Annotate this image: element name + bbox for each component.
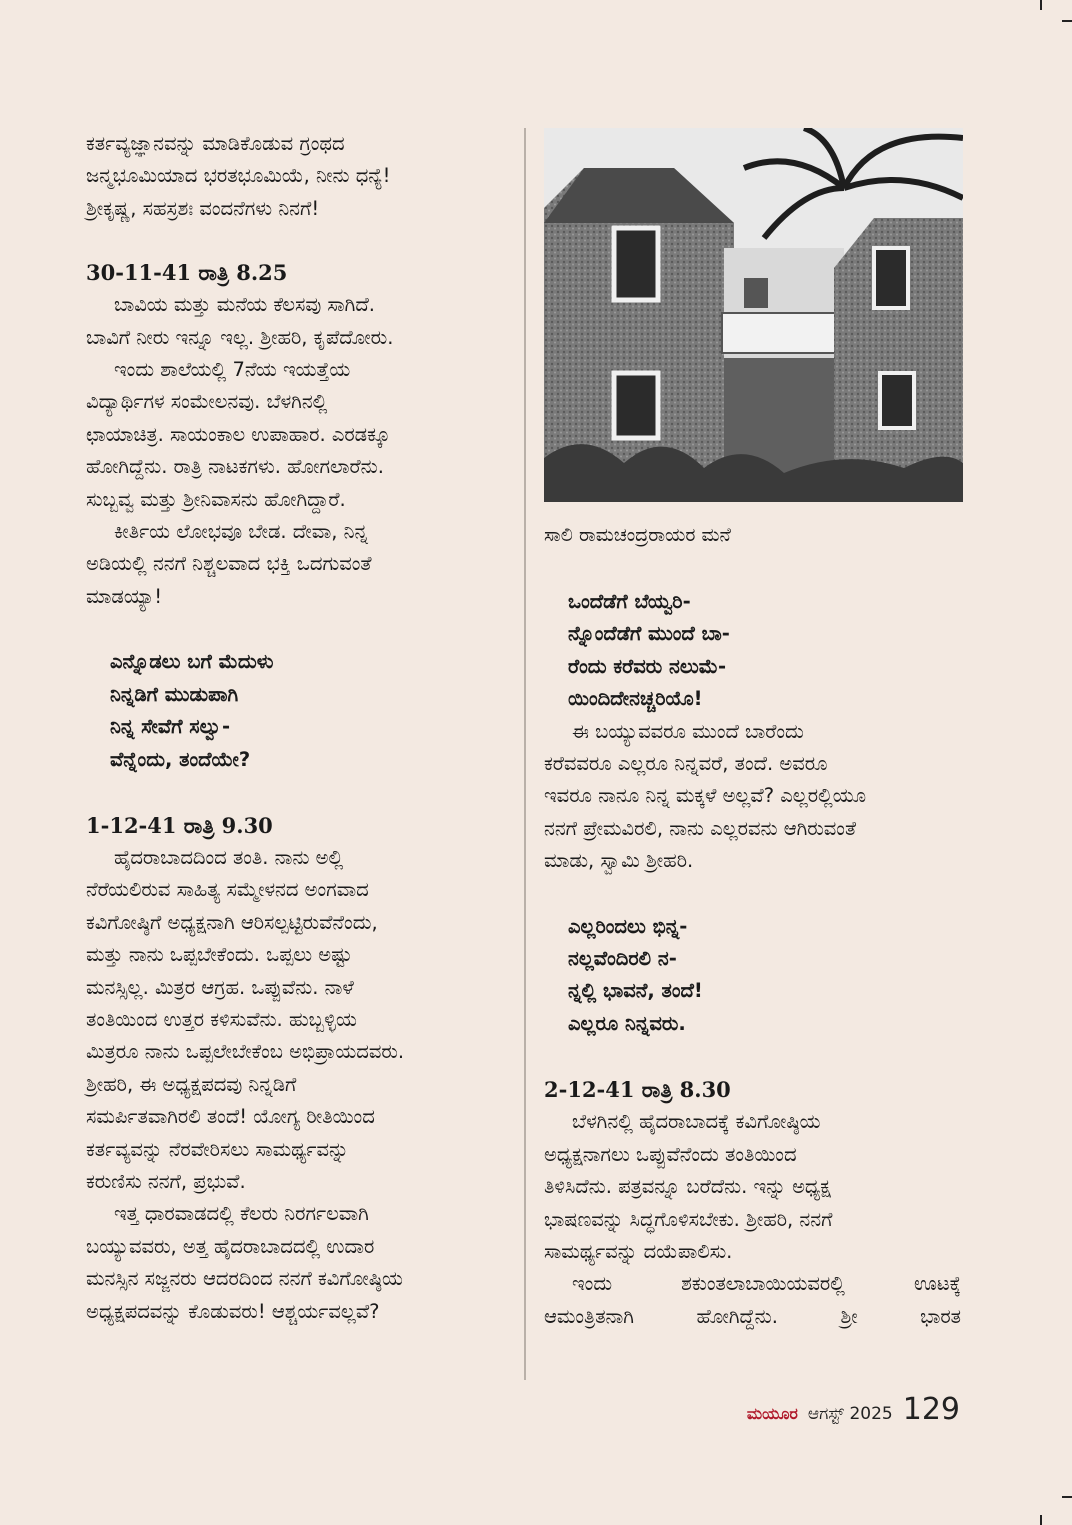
entry1-paragraph-3: ಕೀರ್ತಿಯ ಲೋಭವೂ ಬೇಡ. ದೇವಾ, ನಿನ್ನ ಅಡಿಯಲ್ಲಿ ನನಗೆ ನಿಶ್ಚಲವಾದ ಭಕ್ತಿ ಒದಗುವಂತೆ ಮಾಡಯ್ಯಾ! (86, 520, 372, 608)
left-column (86, 128, 503, 1328)
page-number: 129 (902, 1392, 960, 1427)
paragraph-after-poem-2: ಈ ಬಯ್ಯುವವರೂ ಮುಂದೆ ಬಾರೆಂದು ಕರೆವವರೂ ಎಲ್ಲರೂ ನಿನ್ನವರೆ, ತಂದೆ. ಅವರೂ ಇವರೂ ನಾನೂ ನಿನ್ನ ಮಕ್ಕಳೆ ಅಲ್ಲವೆ? ಎಲ್ಲರಲ್ಲಿಯೂ ನನಗೆ ಪ್ರೇಮವಿರಲಿ, ನಾನು ಎಲ್ಲರವನು ಆಗಿರುವಂತೆ ಮಾಡು, ಸ್ವಾಮಿ ಶ್ರೀಹರಿ. (544, 719, 867, 873)
entry-heading-2-12-41: 2-12-41 ರಾತ್ರಿ 8.30 (544, 1077, 731, 1103)
intro-paragraph: ಕರ್ತವ್ಯಜ್ಞಾನವನ್ನು ಮಾಡಿಕೊಡುವ ಗ್ರಂಥದ ಜನ್ಮಭೂಮಿಯಾದ ಭರತಭೂಮಿಯೆ, ನೀನು ಧನ್ಯೆ! ಶ್ರೀಕೃಷ್ಣ, ಸಹಸ್ರಶಃ ವಂದನೆಗಳು ನಿನಗೆ! (86, 132, 391, 220)
poem-line: ಎನ್ನೊಡಲು ಬಗೆ ಮೆದುಳು (110, 650, 274, 674)
right-column (544, 128, 961, 1333)
photo-caption: ಸಾಲಿ ರಾಮಚಂದ್ರರಾಯರ ಮನೆ (544, 524, 731, 546)
poem-line: ಒಂದೆಡೆಗೆ ಬೆಯ್ವರಿ- (568, 590, 691, 613)
crop-mark-bottom-right (1062, 1496, 1072, 1498)
entry3-paragraph-2: ಇಂದು ಶಕುಂತಲಾಬಾಯಿಯವರಲ್ಲಿ ಊಟಕ್ಕೆ ಆಮಂತ್ರಿತನಾಗಿ ಹೋಗಿದ್ದೆನು. ಶ್ರೀ ಭಾರತ (544, 1272, 961, 1328)
poem-line: ಯಿಂದಿದೇನಚ್ಚರಿಯೊ! (568, 687, 703, 711)
entry3-paragraph-1: ಬೆಳಗಿನಲ್ಲಿ ಹೈದರಾಬಾದಕ್ಕೆ ಕವಿಗೋಷ್ಠಿಯ ಅಧ್ಯಕ್ಷನಾಗಲು ಒಪ್ಪುವೆನೆಂದು ತಂತಿಯಿಂದ ತಿಳಿಸಿದೆನು. ಪತ್ರವನ್ನೂ ಬರೆದೆನು. ಇನ್ನು ಅಧ್ಯಕ್ಷ ಭಾಷಣವನ್ನು ಸಿದ್ಧಗೊಳಿಸಬೇಕು. ಶ್ರೀಹರಿ, ನನಗೆ ಸಾಮರ್ಥ್ಯವನ್ನು ದಯೆಪಾಲಿಸು. (544, 1110, 833, 1263)
poem-stanza-1 (86, 646, 503, 776)
entry-heading-1-12-41: 1-12-41 ರಾತ್ರಿ 9.30 (86, 812, 273, 838)
poem-line: ನ್ನಲ್ಲಿ ಭಾವನೆ, ತಂದೆ! (568, 979, 703, 1003)
magazine-name: ಮಯೂರ (746, 1404, 798, 1423)
entry2-paragraph-2: ಇತ್ತ ಧಾರವಾಡದಲ್ಲಿ ಕೆಲರು ನಿರರ್ಗಲವಾಗಿ ಬಯ್ಯುವವರು, ಅತ್ತ ಹೈದರಾಬಾದದಲ್ಲಿ ಉದಾರ ಮನಸ್ಸಿನ ಸಜ್ಜನರು ಆದರದಿಂದ ನನಗೆ ಕವಿಗೋಷ್ಠಿಯ ಅಧ್ಯಕ್ಷಪದವನ್ನು ಕೊಡುವರು! ಆಶ್ಚರ್ಯವಲ್ಲವೆ? (86, 1202, 403, 1323)
crop-mark-right (1062, 20, 1072, 22)
poem-line: ನ್ನೊಂದೆಡೆಗೆ ಮುಂದೆ ಬಾ- (568, 622, 730, 646)
entry1-paragraph-1: ಬಾವಿಯ ಮತ್ತು ಮನೆಯ ಕೆಲಸವು ಸಾಗಿದೆ. ಬಾವಿಗೆ ನೀರು ಇನ್ನೂ ಇಲ್ಲ. ಶ್ರೀಹರಿ, ಕೃಪೆದೋರು. (86, 293, 394, 349)
column-divider (524, 128, 526, 1380)
crop-mark-top (1040, 0, 1042, 10)
issue-month-year: ಆಗಸ್ಟ್ 2025 (807, 1404, 893, 1424)
house-photo (544, 128, 963, 502)
poem-stanza-2 (544, 586, 961, 716)
entry1-paragraph-2: ಇಂದು ಶಾಲೆಯಲ್ಲಿ 7ನೆಯ ಇಯತ್ತೆಯ ವಿದ್ಯಾರ್ಥಿಗಳ ಸಂಮೇಲನವು. ಬೆಳಗಿನಲ್ಲಿ ಛಾಯಾಚಿತ್ರ. ಸಾಯಂಕಾಲ ಉಪಾಹಾರ. ಎರಡಕ್ಕೂ ಹೋಗಿದ್ದೆನು. ರಾತ್ರಿ ನಾಟಕಗಳು. ಹೋಗಲಾರೆನು. ಸುಬ್ಬವ್ವ ಮತ್ತು ಶ್ರೀನಿವಾಸನು ಹೋಗಿದ್ದಾರೆ. (86, 358, 391, 511)
poem-line: ನಿನ್ನ ಸೇವೆಗೆ ಸಲ್ವು- (110, 715, 231, 739)
poem-stanza-3 (544, 911, 961, 1041)
crop-mark-bottom (1040, 1515, 1042, 1525)
poem-line: ನಲ್ಲವೆಂದಿರಲಿ ನ- (568, 947, 677, 971)
poem-line: ನಿನ್ನಡಿಗೆ ಮುಡುಪಾಗಿ (110, 682, 239, 706)
poem-line: ರೆಂದು ಕರೆವರು ನಲುಮೆ- (568, 654, 727, 678)
house-photo-icon (544, 128, 963, 502)
poem-line: ವೆನ್ನೆಂದು, ತಂದೆಯೇ? (110, 747, 251, 771)
entry-heading-30-11-41: 30-11-41 ರಾತ್ರಿ 8.25 (86, 260, 288, 286)
entry2-paragraph-1: ಹೈದರಾಬಾದದಿಂದ ತಂತಿ. ನಾನು ಅಲ್ಲಿ ನೆರೆಯಲಿರುವ ಸಾಹಿತ್ಯ ಸಮ್ಮೇಳನದ ಅಂಗವಾದ ಕವಿಗೋಷ್ಠಿಗೆ ಅಧ್ಯಕ್ಷನಾಗಿ ಆರಿಸಲ್ಪಟ್ಟಿರುವೆನೆಂದು, ಮತ್ತು ನಾನು ಒಪ್ಪಬೇಕೆಂದು. ಒಪ್ಪಲು ಅಷ್ಟು ಮನಸ್ಸಿಲ್ಲ. ಮಿತ್ರರ ಆಗ್ರಹ. ಒಪ್ಪುವೆನು. ನಾಳೆ ತಂತಿಯಿಂದ ಉತ್ತರ ಕಳಿಸುವೆನು. ಹುಬ್ಬಳ್ಳಿಯ ಮಿತ್ರರೂ ನಾನು ಒಪ್ಪಲೇಬೇಕೆಂಬ ಅಭಿಪ್ರಾಯದವರು. ಶ್ರೀಹರಿ, ಈ ಅಧ್ಯಕ್ಷಪದವು ನಿನ್ನಡಿಗೆ ಸಮರ್ಪಿತವಾಗಿರಲಿ ತಂದೆ! ಯೋಗ್ಯ ರೀತಿಯಿಂದ ಕರ್ತವ್ಯವನ್ನು ನೆರವೇರಿಸಲು ಸಾಮರ್ಥ್ಯವನ್ನು ಕರುಣಿಸು ನನಗೆ, ಪ್ರಭುವೆ. (86, 845, 405, 1193)
poem-line: ಎಲ್ಲರಿಂದಲು ಭಿನ್ನ- (568, 914, 688, 938)
page-footer (747, 1392, 960, 1432)
poem-line: ಎಲ್ಲರೂ ನಿನ್ನವರು. (568, 1011, 686, 1035)
